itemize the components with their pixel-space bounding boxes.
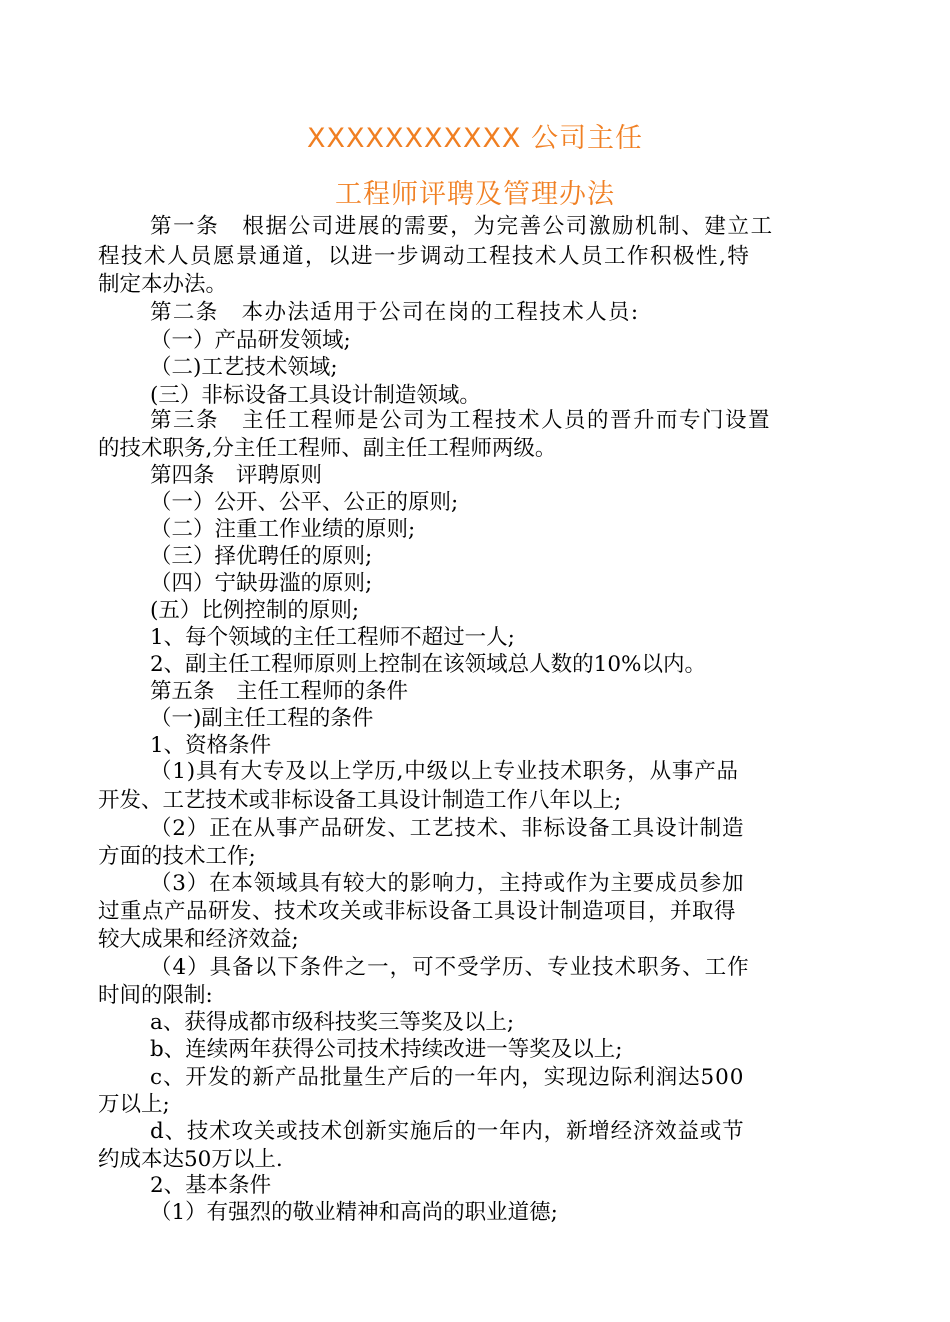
condition-2-line-1: （2）正在从事产品研发、工艺技术、非标设备工具设计制造 [150,816,745,841]
article-4-item-5: (五）比例控制的原则; [150,598,360,623]
condition-4-item-c-line-2: 万以上; [98,1092,170,1117]
article-2-heading: 第二条 本办法适用于公司在岗的工程技术人员: [150,300,640,325]
article-3-line-2: 的技术职务,分主任工程师、副主任工程师两级。 [98,436,557,461]
condition-3-line-1: （3）在本领域具有较大的影响力，主持或作为主要成员参加 [150,871,745,896]
condition-3-line-2: 过重点产品研发、技术攻关或非标设备工具设计制造项目，并取得 [98,899,737,924]
article-4-heading: 第四条 评聘原则 [150,463,323,488]
article-5-subsection-1: 1、资格条件 [150,733,272,758]
condition-4-item-b: b、连续两年获得公司技术持续改进一等奖及以上; [150,1037,623,1062]
condition-4-item-c-line-1: c、开发的新产品批量生产后的一年内，实现边际利润达500 [150,1065,745,1090]
article-1-line-2: 程技术人员愿景通道，以进一步调动工程技术人员工作积极性,特 [98,244,751,269]
article-1-line-3: 制定本办法。 [98,272,228,297]
article-2-item-2: （二)工艺技术领域; [150,355,338,380]
condition-4-item-a: a、获得成都市级科技奖三等奖及以上; [150,1010,515,1035]
condition-2-line-2: 方面的技术工作; [98,844,256,869]
article-3-line-1: 第三条 主任工程师是公司为工程技术人员的晋升而专门设置 [150,408,772,433]
condition-4-item-d-line-1: d、技术攻关或技术创新实施后的一年内，新增经济效益或节 [150,1119,745,1144]
condition-1-line-1: （1)具有大专及以上学历,中级以上专业技术职务，从事产品 [150,759,739,784]
article-1-line-1: 第一条 根据公司进展的需要，为完善公司激励机制、建立工 [150,214,774,239]
article-5-heading: 第五条 主任工程师的条件 [150,679,409,704]
condition-3-line-3: 较大成果和经济效益; [98,927,299,952]
article-4-item-5-sub-1: 1、每个领域的主任工程师不超过一人; [150,625,515,650]
condition-1-line-2: 开发、工艺技术或非标设备工具设计制造工作八年以上; [98,788,622,813]
article-4-item-1: （一）公开、公平、公正的原则; [150,490,459,515]
condition-4-item-d-line-2: 约成本达50万以上. [98,1147,283,1172]
article-4-item-5-sub-2: 2、副主任工程师原则上控制在该领域总人数的10%以内。 [150,652,706,677]
article-5-section-1: （一)副主任工程的条件 [150,706,374,731]
article-4-item-4: （四）宁缺毋滥的原则; [150,571,373,596]
document-title-line-2: 工程师评聘及管理办法 [335,179,615,210]
condition-4-line-1: （4）具备以下条件之一，可不受学历、专业技术职务、工作 [150,955,750,980]
article-4-item-2: （二）注重工作业绩的原则; [150,517,416,542]
condition-4-line-2: 时间的限制: [98,983,213,1008]
article-2-item-3: (三）非标设备工具设计制造领域。 [150,383,481,408]
article-2-item-1: （一）产品研发领域; [150,328,351,353]
document-title-line-1: XXXXXXXXXXX 公司主任 [306,123,644,154]
article-4-item-3: （三）择优聘任的原则; [150,544,373,569]
basic-condition-1: （1）有强烈的敬业精神和高尚的职业道德; [150,1200,558,1225]
article-5-subsection-2: 2、基本条件 [150,1173,272,1198]
